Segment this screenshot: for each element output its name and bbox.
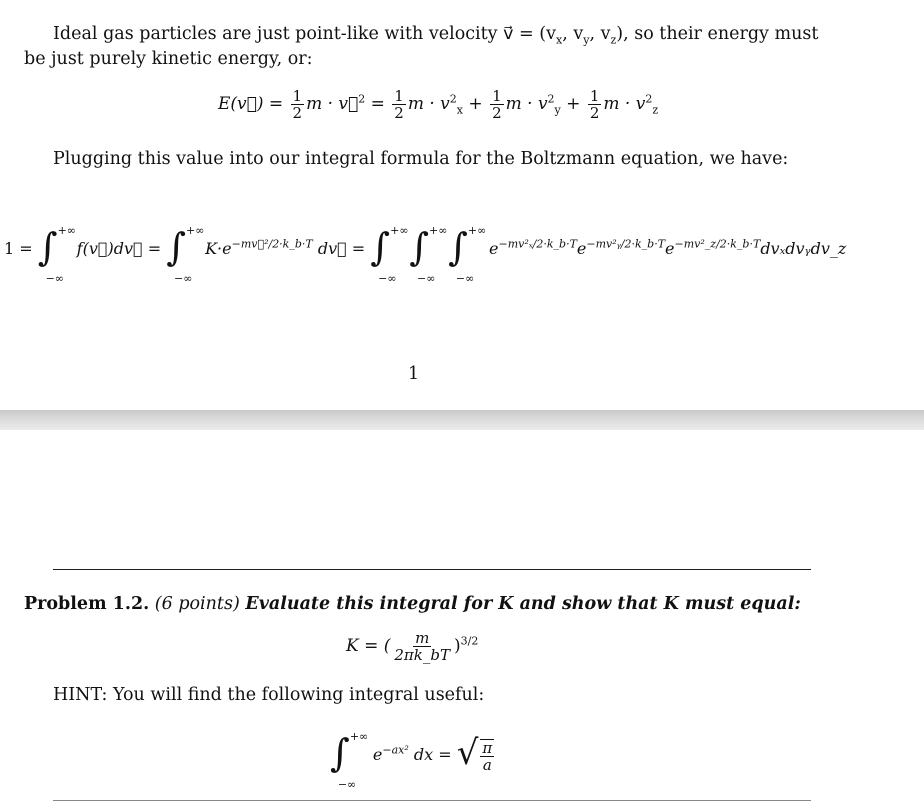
integral-sign: ∫ (409, 225, 430, 269)
gaussian-dx: dx = (413, 745, 452, 764)
k-lhs: K = ( (346, 636, 391, 656)
k-power: 3/2 (460, 634, 479, 648)
upper-limit: +∞ (467, 224, 487, 237)
fraction-half (588, 88, 602, 121)
k-term: K·e (205, 239, 232, 258)
fraction-numerator: 1 (492, 87, 502, 105)
subscript-y: y (583, 33, 590, 47)
integral-sign: ∫ (370, 225, 391, 269)
exponent-x: −mv²ₓ/2·k_b·T (498, 237, 577, 251)
sqrt-numerator: π (482, 738, 493, 757)
sqrt-fraction (480, 739, 494, 773)
exponent-y: −mv²ᵧ/2·k_b·T (586, 237, 666, 251)
problem-label: Problem 1.2. (24, 594, 150, 614)
k-exponent: −mv⃗²/2·k_b·T (231, 237, 313, 251)
eq-one: 1 = (4, 239, 33, 258)
fraction-denominator: 2 (292, 104, 303, 122)
k-numerator: m (415, 629, 430, 647)
k-equation: K = ( $\frac{m}{2\pi k\_bT}$ )$^{3/2}$ (346, 629, 479, 664)
lower-limit: −∞ (45, 272, 64, 285)
intro-paragraph-line-2: be just purely kinetic energy, or: (24, 49, 313, 69)
integral-sign: ∫ (448, 225, 468, 269)
differential-tail: dvₓdvᵧdv_z (760, 239, 847, 258)
energy-lhs: E(v⃗) = (218, 94, 284, 114)
upper-limit: +∞ (390, 224, 409, 237)
problem-statement: Evaluate this integral for K and show that K must equal: (245, 594, 801, 614)
document-page-2 (0, 430, 924, 802)
fraction-denominator: 2 (589, 104, 600, 122)
dv-term: dv⃗ = (317, 239, 366, 258)
k-denominator: 2πk_bT (394, 646, 450, 664)
sqrt-denominator: a (482, 755, 492, 774)
fraction-numerator: 1 (589, 87, 600, 105)
gaussian-exponent: −ax² (382, 743, 409, 757)
integral-sign: ∫ (330, 731, 350, 775)
lower-limit: −∞ (417, 272, 436, 285)
gaussian-integral: ∫ +∞ −∞ $e^{-ax^2}$ dx = √ $\frac{\pi}{a}$ (330, 730, 493, 791)
f-term: f(v⃗)dv⃗ = (76, 239, 162, 258)
lower-limit: −∞ (378, 272, 397, 285)
lower-limit: −∞ (174, 272, 193, 285)
upper-limit: +∞ (186, 224, 205, 237)
subscript-z: z (610, 33, 617, 47)
page-separator (0, 410, 924, 430)
upper-limit: +∞ (57, 224, 76, 237)
problem-points: (6 points) (154, 594, 240, 614)
intro-paragraph-line-1: Ideal gas particles are just point-like with velocity v⃗ = ($v_x$, $v_y$, $v_z$), so their energy must (53, 24, 819, 47)
integral-sign: ∫ (37, 225, 58, 269)
intro-text: Ideal gas particles are just point-like with velocity v⃗ = (v (53, 24, 556, 44)
subscript-x: x (556, 33, 563, 47)
page-number: 1 (408, 364, 420, 384)
lower-limit: −∞ (337, 778, 357, 791)
boltzmann-integral-equation: 1 = ∫ +∞ −∞ f(v⃗)dv⃗ = ∫ +∞ −∞ $K\cdot e^{-mv⃗^2/2\cdot k\_b\cdot T}$ dv⃗ = ∫ +∞ −∞ ∫ +∞ −∞ ∫ +∞ −∞ $e^{-mv^2_x/2\cdot k\_b\cdot T}e^{-mv^2ᵧ/2\cdot k\_b\cdot T}e^{-mv^2\_z/2\cdot k\_b\cdot T}dv_xdvᵧdv\_z$ (4, 224, 847, 285)
fraction-numerator: 1 (292, 87, 303, 105)
k-fraction (392, 630, 452, 663)
fraction-half (392, 88, 406, 121)
section-divider (53, 569, 811, 570)
plugging-paragraph: Plugging this value into our integral formula for the Boltzmann equation, we have: (53, 149, 789, 169)
fraction-numerator: 1 (394, 87, 404, 105)
lower-limit: −∞ (455, 272, 475, 285)
fraction-denominator: 2 (394, 104, 404, 122)
integral-sign: ∫ (166, 225, 186, 269)
problem-heading (24, 592, 801, 616)
upper-limit: +∞ (429, 224, 448, 237)
upper-limit: +∞ (349, 730, 369, 743)
kinetic-energy-equation: E(v⃗) = $\frac{1}{2}$ m · v⃗$^2$ = $\frac{1}{2}$ $m \cdot v^2_x$ + $\frac{1}{2}$ $m \cdot v^2_y$ + $\frac{1}{2}$ $m \cdot v^2_z$ (218, 87, 659, 122)
bottom-divider (53, 800, 811, 801)
fraction-denominator: 2 (492, 104, 502, 122)
fraction-half (490, 88, 504, 121)
fraction-half (291, 88, 305, 121)
exponent-z: −mv²_z/2·k_b·T (674, 237, 761, 251)
sqrt-icon: √ (456, 733, 479, 773)
hint-text: HINT: You will find the following integral useful: (53, 685, 485, 705)
intro-text-rest: ), so their energy must (616, 24, 819, 44)
